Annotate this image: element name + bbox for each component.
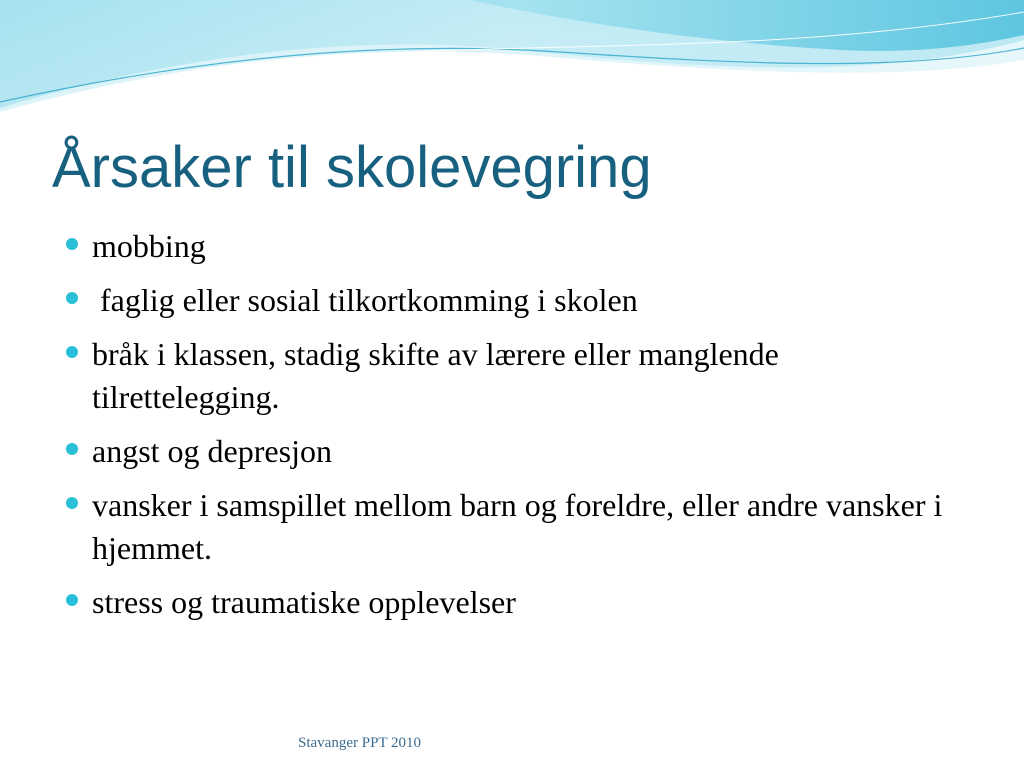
- bullet-item: [64, 430, 964, 473]
- bullet-dot-icon: [66, 238, 78, 250]
- bullet-item: [64, 225, 964, 268]
- bullet-item: [64, 333, 964, 419]
- bullet-dot-icon: [66, 594, 78, 606]
- bullet-text: angst og depresjon: [92, 433, 332, 469]
- bullet-item: [64, 581, 964, 624]
- bullet-dot-icon: [66, 443, 78, 455]
- bullet-text: bråk i klassen, stadig skifte av lærere eller manglende tilrettelegging.: [92, 336, 779, 415]
- bullet-text: vansker i samspillet mellom barn og foreldre, eller andre vansker i hjemmet.: [92, 487, 943, 566]
- bullet-dot-icon: [66, 346, 78, 358]
- bullet-dot-icon: [66, 497, 78, 509]
- bullet-text: faglig eller sosial tilkortkomming i skolen: [92, 282, 638, 318]
- slide-footer: Stavanger PPT 2010: [298, 735, 422, 751]
- bullet-item: [64, 484, 964, 570]
- decorative-wave-banner: [0, 0, 1024, 130]
- bullet-item: [64, 279, 964, 322]
- bullet-text: mobbing: [92, 228, 206, 264]
- bullet-text: stress og traumatiske opplevelser: [92, 584, 516, 620]
- bullet-list: [64, 225, 964, 635]
- bullet-dot-icon: [66, 292, 78, 304]
- slide-title: Årsaker til skolevegring: [52, 135, 652, 200]
